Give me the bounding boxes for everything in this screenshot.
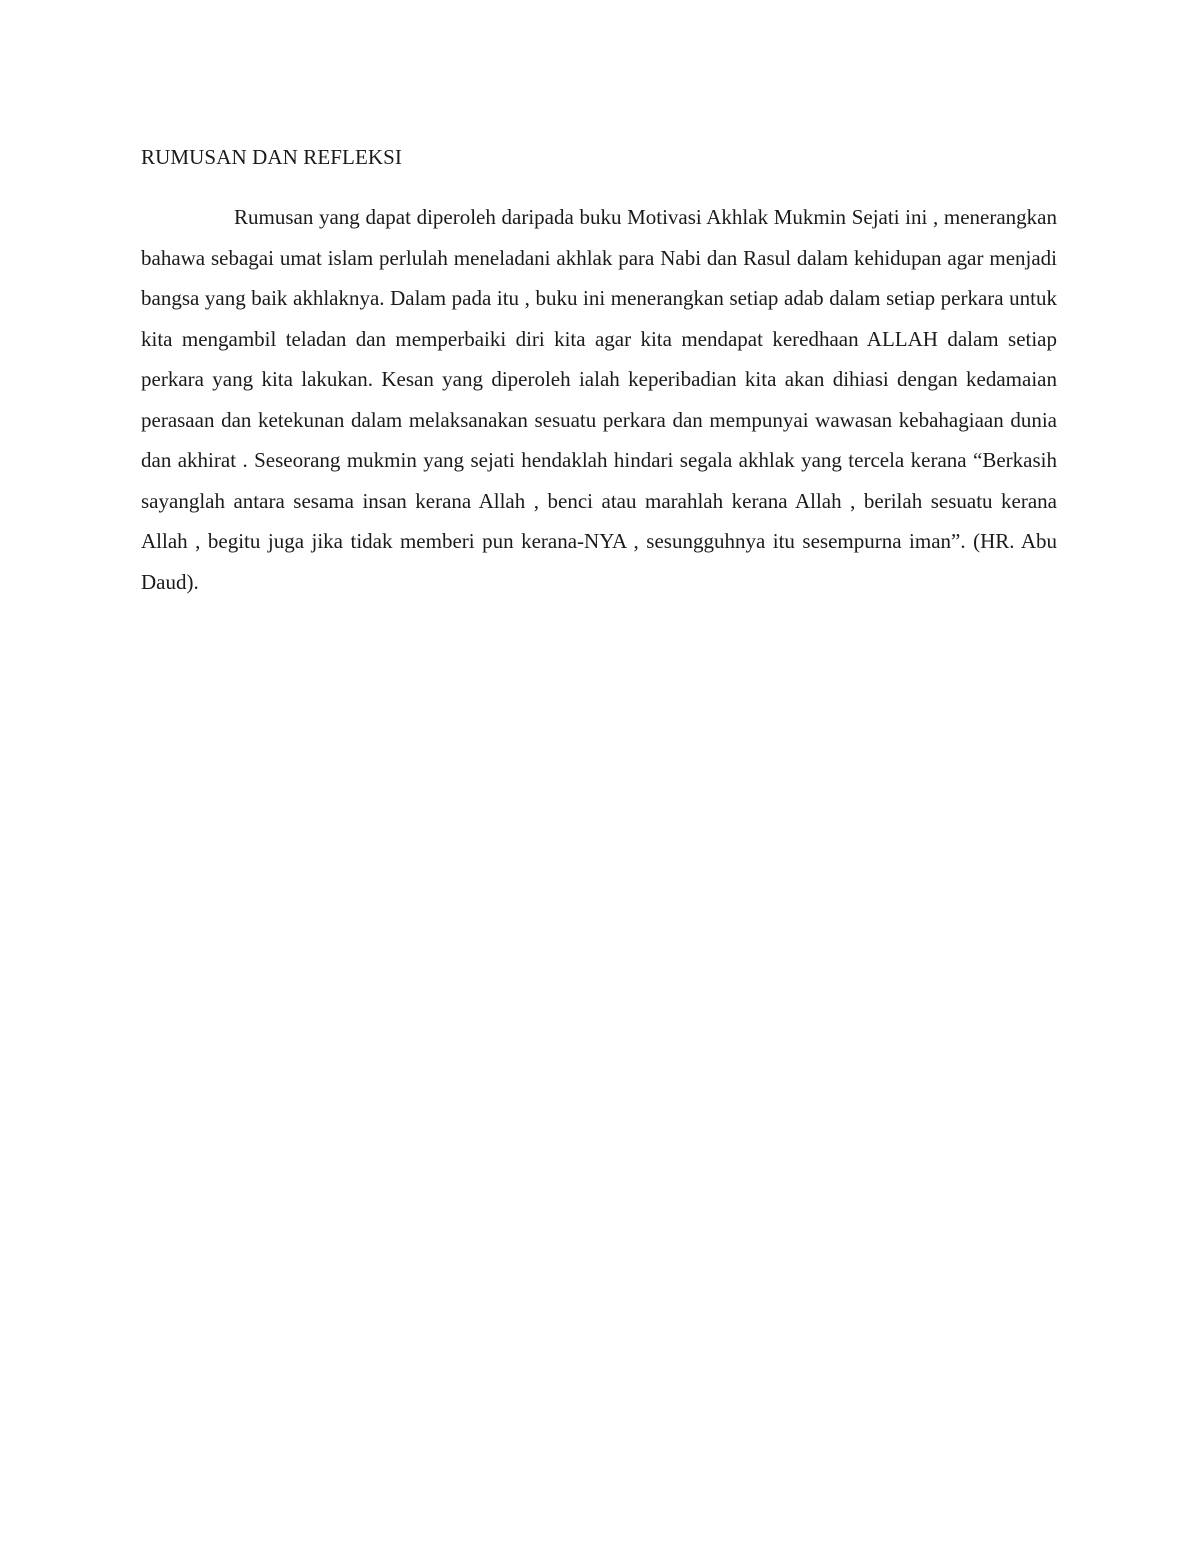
document-heading: RUMUSAN DAN REFLEKSI — [141, 145, 403, 169]
document-content — [141, 143, 1057, 602]
document-paragraph: Rumusan yang dapat diperoleh daripada buku Motivasi Akhlak Mukmin Sejati ini , menerangkan bahawa sebagai umat islam perlulah meneladani akhlak para Nabi dan Rasul dalam kehidupan agar menjadi bangsa yang baik akhlaknya. Dalam pada itu , buku ini menerangkan setiap adab dalam setiap perkara untuk kita mengambil teladan dan memperbaiki diri kita agar kita mendapat keredhaan ALLAH dalam setiap perkara yang kita lakukan. Kesan yang diperoleh ialah keperibadian kita akan dihiasi dengan kedamaian perasaan dan ketekunan dalam melaksanakan sesuatu perkara dan mempunyai wawasan kebahagiaan dunia dan akhirat . Seseorang mukmin yang sejati hendaklah hindari segala akhlak yang tercela kerana “Berkasih sayanglah antara sesama insan kerana Allah , benci atau marahlah kerana Allah , berilah sesuatu kerana Allah , begitu juga jika tidak memberi pun kerana-NYA , sesungguhnya itu sesempurna iman”. (HR. Abu Daud). — [141, 205, 1057, 594]
